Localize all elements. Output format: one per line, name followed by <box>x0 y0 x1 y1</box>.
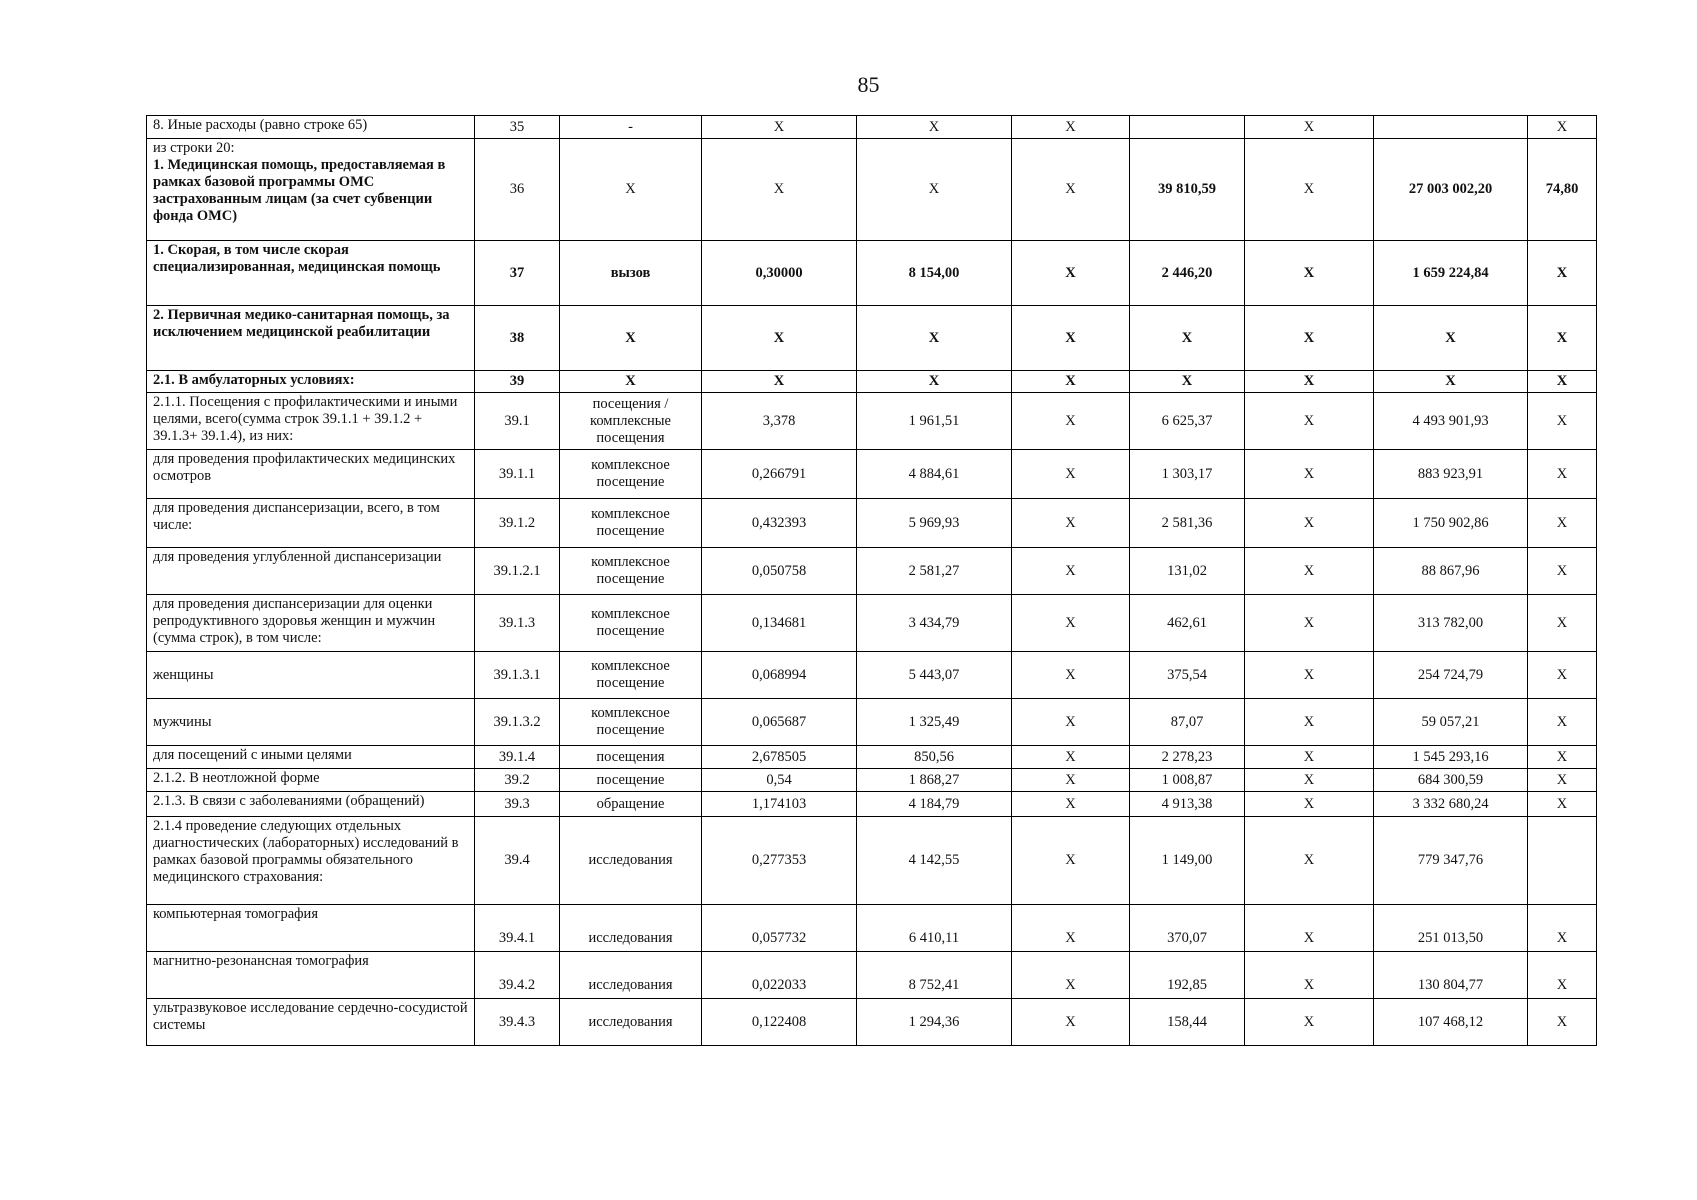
cell-c4: 850,56 <box>857 746 1012 769</box>
cell-c3: 0,266791 <box>702 450 857 499</box>
cell-c6: 131,02 <box>1130 548 1245 595</box>
cell-c4: 1 961,51 <box>857 393 1012 450</box>
cell-c7: X <box>1245 952 1374 999</box>
row-name: для посещений с иными целями <box>153 747 352 763</box>
cell-c5: X <box>1012 241 1130 306</box>
cell-c7: X <box>1245 905 1374 952</box>
table-row <box>147 905 1597 952</box>
cell-c9: X <box>1528 999 1597 1046</box>
cell-unit: исследования <box>560 905 702 952</box>
cell-c4: 8 154,00 <box>857 241 1012 306</box>
cell-c5: X <box>1012 116 1130 139</box>
cell-c8: 27 003 002,20 <box>1374 139 1528 241</box>
cell-c8: X <box>1374 371 1528 393</box>
cell-c5: X <box>1012 548 1130 595</box>
row-name-cell <box>147 306 475 371</box>
cell-unit: X <box>560 139 702 241</box>
cell-code: 39.4 <box>475 817 560 905</box>
cell-code: 39.1.3.1 <box>475 652 560 699</box>
cell-c7: X <box>1245 999 1374 1046</box>
cell-c5: X <box>1012 499 1130 548</box>
row-name-cell <box>147 548 475 595</box>
cell-unit: посещения <box>560 746 702 769</box>
cell-c4: 4 184,79 <box>857 792 1012 817</box>
cell-c3: X <box>702 139 857 241</box>
cell-c9: X <box>1528 499 1597 548</box>
cell-code: 35 <box>475 116 560 139</box>
cell-code: 39.1.4 <box>475 746 560 769</box>
cell-c4: X <box>857 139 1012 241</box>
cell-c3: 0,050758 <box>702 548 857 595</box>
cell-c8: 1 545 293,16 <box>1374 746 1528 769</box>
row-name: для проведения углубленной диспансеризации <box>153 549 442 565</box>
cell-c5: X <box>1012 999 1130 1046</box>
cell-c5: X <box>1012 769 1130 792</box>
row-name-cell <box>147 792 475 817</box>
cell-c5: X <box>1012 139 1130 241</box>
cell-c3: 0,122408 <box>702 999 857 1046</box>
cell-unit: обращение <box>560 792 702 817</box>
cell-c9: X <box>1528 699 1597 746</box>
cell-code: 38 <box>475 306 560 371</box>
cell-c8: 1 750 902,86 <box>1374 499 1528 548</box>
cell-c7: X <box>1245 371 1374 393</box>
row-name: для проведения профилактических медицинских осмотров <box>153 451 456 484</box>
cell-c7: X <box>1245 746 1374 769</box>
row-name-cell <box>147 746 475 769</box>
cell-c3: X <box>702 371 857 393</box>
cell-unit: комплексное посещение <box>560 595 702 652</box>
cell-c5: X <box>1012 952 1130 999</box>
row-name: 2. Первичная медико-санитарная помощь, за исключением медицинской реабилитации <box>153 307 450 340</box>
cell-unit: комплексное посещение <box>560 699 702 746</box>
cell-c8: 779 347,76 <box>1374 817 1528 905</box>
cell-c4: 2 581,27 <box>857 548 1012 595</box>
table-row <box>147 817 1597 905</box>
row-name-cell <box>147 499 475 548</box>
cell-c9: X <box>1528 952 1597 999</box>
cell-c6: 192,85 <box>1130 952 1245 999</box>
cell-c7: X <box>1245 792 1374 817</box>
row-name-cell <box>147 393 475 450</box>
cell-c4: X <box>857 306 1012 371</box>
table-row <box>147 652 1597 699</box>
cell-c8: 251 013,50 <box>1374 905 1528 952</box>
cell-c6: 1 303,17 <box>1130 450 1245 499</box>
cell-c3: 0,277353 <box>702 817 857 905</box>
table-row <box>147 792 1597 817</box>
table-row <box>147 999 1597 1046</box>
row-name-cell <box>147 952 475 999</box>
row-name: мужчины <box>153 714 212 730</box>
cell-c8: 1 659 224,84 <box>1374 241 1528 306</box>
cell-code: 39 <box>475 371 560 393</box>
cell-c4: 5 443,07 <box>857 652 1012 699</box>
table-row <box>147 952 1597 999</box>
cell-c8: 59 057,21 <box>1374 699 1528 746</box>
cell-c3: 0,30000 <box>702 241 857 306</box>
cell-unit: посещения / комплексные посещения <box>560 393 702 450</box>
cell-c7: X <box>1245 699 1374 746</box>
cell-c7: X <box>1245 499 1374 548</box>
cell-c3: 0,54 <box>702 769 857 792</box>
cell-c6: 1 149,00 <box>1130 817 1245 905</box>
cell-code: 39.4.3 <box>475 999 560 1046</box>
table-row <box>147 595 1597 652</box>
row-name: компьютерная томография <box>153 906 318 922</box>
cell-c7: X <box>1245 116 1374 139</box>
cell-c8: 254 724,79 <box>1374 652 1528 699</box>
row-name: 2.1. В амбулаторных условиях: <box>153 372 355 388</box>
cell-c9: X <box>1528 116 1597 139</box>
cell-code: 36 <box>475 139 560 241</box>
table-row <box>147 548 1597 595</box>
cell-c7: X <box>1245 652 1374 699</box>
cell-c7: X <box>1245 769 1374 792</box>
cell-c3: 0,057732 <box>702 905 857 952</box>
cell-code: 37 <box>475 241 560 306</box>
table-body <box>147 116 1597 1046</box>
cell-c7: X <box>1245 548 1374 595</box>
cell-c4: X <box>857 116 1012 139</box>
cell-c7: X <box>1245 817 1374 905</box>
cell-unit: исследования <box>560 999 702 1046</box>
cell-c7: X <box>1245 139 1374 241</box>
row-name: 2.1.2. В неотложной форме <box>153 770 320 786</box>
cell-c3: 2,678505 <box>702 746 857 769</box>
table-row <box>147 746 1597 769</box>
cell-c9: X <box>1528 652 1597 699</box>
cell-c3: 0,134681 <box>702 595 857 652</box>
cell-c3: 1,174103 <box>702 792 857 817</box>
cell-c5: X <box>1012 905 1130 952</box>
cell-c7: X <box>1245 241 1374 306</box>
table-row <box>147 699 1597 746</box>
table-row <box>147 371 1597 393</box>
row-name: 2.1.4 проведение следующих отдельных диагностических (лабораторных) исследований в рамках базовой программы обязательного медицинского страхования: <box>153 818 459 885</box>
cell-c3: 0,432393 <box>702 499 857 548</box>
cell-c4: 1 868,27 <box>857 769 1012 792</box>
cell-code: 39.1.1 <box>475 450 560 499</box>
table-row <box>147 769 1597 792</box>
row-name-cell <box>147 371 475 393</box>
cell-c9: 74,80 <box>1528 139 1597 241</box>
cell-code: 39.1.2.1 <box>475 548 560 595</box>
row-name: 1. Скорая, в том числе скорая специализированная, медицинская помощь <box>153 242 441 275</box>
cell-unit: комплексное посещение <box>560 450 702 499</box>
cell-c6: 1 008,87 <box>1130 769 1245 792</box>
cell-c4: 1 325,49 <box>857 699 1012 746</box>
row-name: женщины <box>153 667 214 683</box>
cell-c5: X <box>1012 792 1130 817</box>
row-name-cell <box>147 699 475 746</box>
cell-c8: 4 493 901,93 <box>1374 393 1528 450</box>
cell-c7: X <box>1245 450 1374 499</box>
cell-c7: X <box>1245 595 1374 652</box>
cell-c9: X <box>1528 595 1597 652</box>
cell-c7: X <box>1245 306 1374 371</box>
cell-c4: 3 434,79 <box>857 595 1012 652</box>
cell-c6: X <box>1130 371 1245 393</box>
table-row <box>147 499 1597 548</box>
row-name-cell <box>147 999 475 1046</box>
cell-c6: 39 810,59 <box>1130 139 1245 241</box>
cell-unit: комплексное посещение <box>560 548 702 595</box>
cell-c8: 684 300,59 <box>1374 769 1528 792</box>
cell-c6: 375,54 <box>1130 652 1245 699</box>
cell-c8: 883 923,91 <box>1374 450 1528 499</box>
cell-c6: 2 581,36 <box>1130 499 1245 548</box>
cell-c4: 6 410,11 <box>857 905 1012 952</box>
row-name-cell <box>147 595 475 652</box>
cell-c8: 3 332 680,24 <box>1374 792 1528 817</box>
cell-c3: 3,378 <box>702 393 857 450</box>
cell-c9: X <box>1528 306 1597 371</box>
cell-c3: 0,068994 <box>702 652 857 699</box>
cell-c5: X <box>1012 450 1130 499</box>
row-name-cell <box>147 652 475 699</box>
cell-c4: 8 752,41 <box>857 952 1012 999</box>
cell-c8: 88 867,96 <box>1374 548 1528 595</box>
page-number: 85 <box>857 72 880 97</box>
cell-c8 <box>1374 116 1528 139</box>
cell-c9: X <box>1528 450 1597 499</box>
cell-c5: X <box>1012 393 1130 450</box>
cell-c6: 87,07 <box>1130 699 1245 746</box>
row-name-cell <box>147 769 475 792</box>
cell-c8: 313 782,00 <box>1374 595 1528 652</box>
cell-c6: 6 625,37 <box>1130 393 1245 450</box>
cell-c5: X <box>1012 652 1130 699</box>
cell-unit: X <box>560 306 702 371</box>
cell-unit: исследования <box>560 817 702 905</box>
row-name: для проведения диспансеризации для оценки репродуктивного здоровья женщин и мужчин (сумма строк), в том числе: <box>153 596 436 646</box>
table-row <box>147 241 1597 306</box>
cell-c5: X <box>1012 306 1130 371</box>
cell-unit: комплексное посещение <box>560 499 702 548</box>
cell-code: 39.3 <box>475 792 560 817</box>
row-name-cell <box>147 817 475 905</box>
row-name: для проведения диспансеризации, всего, в том числе: <box>153 500 440 533</box>
cell-code: 39.1.3 <box>475 595 560 652</box>
cell-c4: 5 969,93 <box>857 499 1012 548</box>
cell-c8: 107 468,12 <box>1374 999 1528 1046</box>
cell-c9: X <box>1528 548 1597 595</box>
row-name-cell <box>147 241 475 306</box>
cell-unit: - <box>560 116 702 139</box>
cell-c6: 370,07 <box>1130 905 1245 952</box>
cell-c9: X <box>1528 769 1597 792</box>
cell-c4: X <box>857 371 1012 393</box>
cell-c9: X <box>1528 905 1597 952</box>
cell-code: 39.1.3.2 <box>475 699 560 746</box>
cell-c6 <box>1130 116 1245 139</box>
cell-code: 39.1 <box>475 393 560 450</box>
cell-c3: X <box>702 116 857 139</box>
tariff-table <box>146 115 1597 1046</box>
cell-c8: 130 804,77 <box>1374 952 1528 999</box>
cell-c7: X <box>1245 393 1374 450</box>
cell-code: 39.4.2 <box>475 952 560 999</box>
cell-c5: X <box>1012 371 1130 393</box>
cell-c4: 4 142,55 <box>857 817 1012 905</box>
table-row <box>147 450 1597 499</box>
cell-unit: посещение <box>560 769 702 792</box>
cell-c5: X <box>1012 699 1130 746</box>
cell-c6: 4 913,38 <box>1130 792 1245 817</box>
cell-code: 39.1.2 <box>475 499 560 548</box>
cell-unit: X <box>560 371 702 393</box>
row-name: ультразвуковое исследование сердечно-сосудистой системы <box>153 1000 468 1033</box>
table-row <box>147 139 1597 241</box>
cell-c9: X <box>1528 371 1597 393</box>
row-name-cell <box>147 905 475 952</box>
row-name: 2.1.1. Посещения с профилактическими и иными целями, всего(сумма строк 39.1.1 + 39.1.2 + 39.1.3+ 39.1.4), из них: <box>153 394 458 444</box>
cell-c6: X <box>1130 306 1245 371</box>
cell-c5: X <box>1012 595 1130 652</box>
cell-c5: X <box>1012 746 1130 769</box>
cell-unit: вызов <box>560 241 702 306</box>
cell-c6: 2 446,20 <box>1130 241 1245 306</box>
cell-c9 <box>1528 817 1597 905</box>
cell-c8: X <box>1374 306 1528 371</box>
cell-c9: X <box>1528 241 1597 306</box>
row-name: 8. Иные расходы (равно строке 65) <box>153 117 368 133</box>
table-row <box>147 393 1597 450</box>
cell-unit: исследования <box>560 952 702 999</box>
table-row <box>147 116 1597 139</box>
cell-c9: X <box>1528 792 1597 817</box>
cell-c3: 0,022033 <box>702 952 857 999</box>
cell-c3: X <box>702 306 857 371</box>
row-name-cell <box>147 116 475 139</box>
cell-c5: X <box>1012 817 1130 905</box>
cell-c6: 2 278,23 <box>1130 746 1245 769</box>
cell-c3: 0,065687 <box>702 699 857 746</box>
cell-c4: 1 294,36 <box>857 999 1012 1046</box>
table-row <box>147 306 1597 371</box>
row-name: 2.1.3. В связи с заболеваниями (обращений) <box>153 793 425 809</box>
cell-c6: 158,44 <box>1130 999 1245 1046</box>
row-name: 1. Медицинская помощь, предоставляемая в рамках базовой программы ОМС застрахованным лицам (за счет субвенции фонда ОМС) <box>153 157 446 224</box>
cell-c9: X <box>1528 393 1597 450</box>
cell-c9: X <box>1528 746 1597 769</box>
cell-code: 39.4.1 <box>475 905 560 952</box>
cell-unit: комплексное посещение <box>560 652 702 699</box>
row-name-cell <box>147 450 475 499</box>
cell-c4: 4 884,61 <box>857 450 1012 499</box>
cell-code: 39.2 <box>475 769 560 792</box>
row-name: магнитно-резонансная томография <box>153 953 369 969</box>
cell-c6: 462,61 <box>1130 595 1245 652</box>
row-name-prefix: из строки 20: <box>153 140 235 156</box>
row-name-cell <box>147 139 475 241</box>
